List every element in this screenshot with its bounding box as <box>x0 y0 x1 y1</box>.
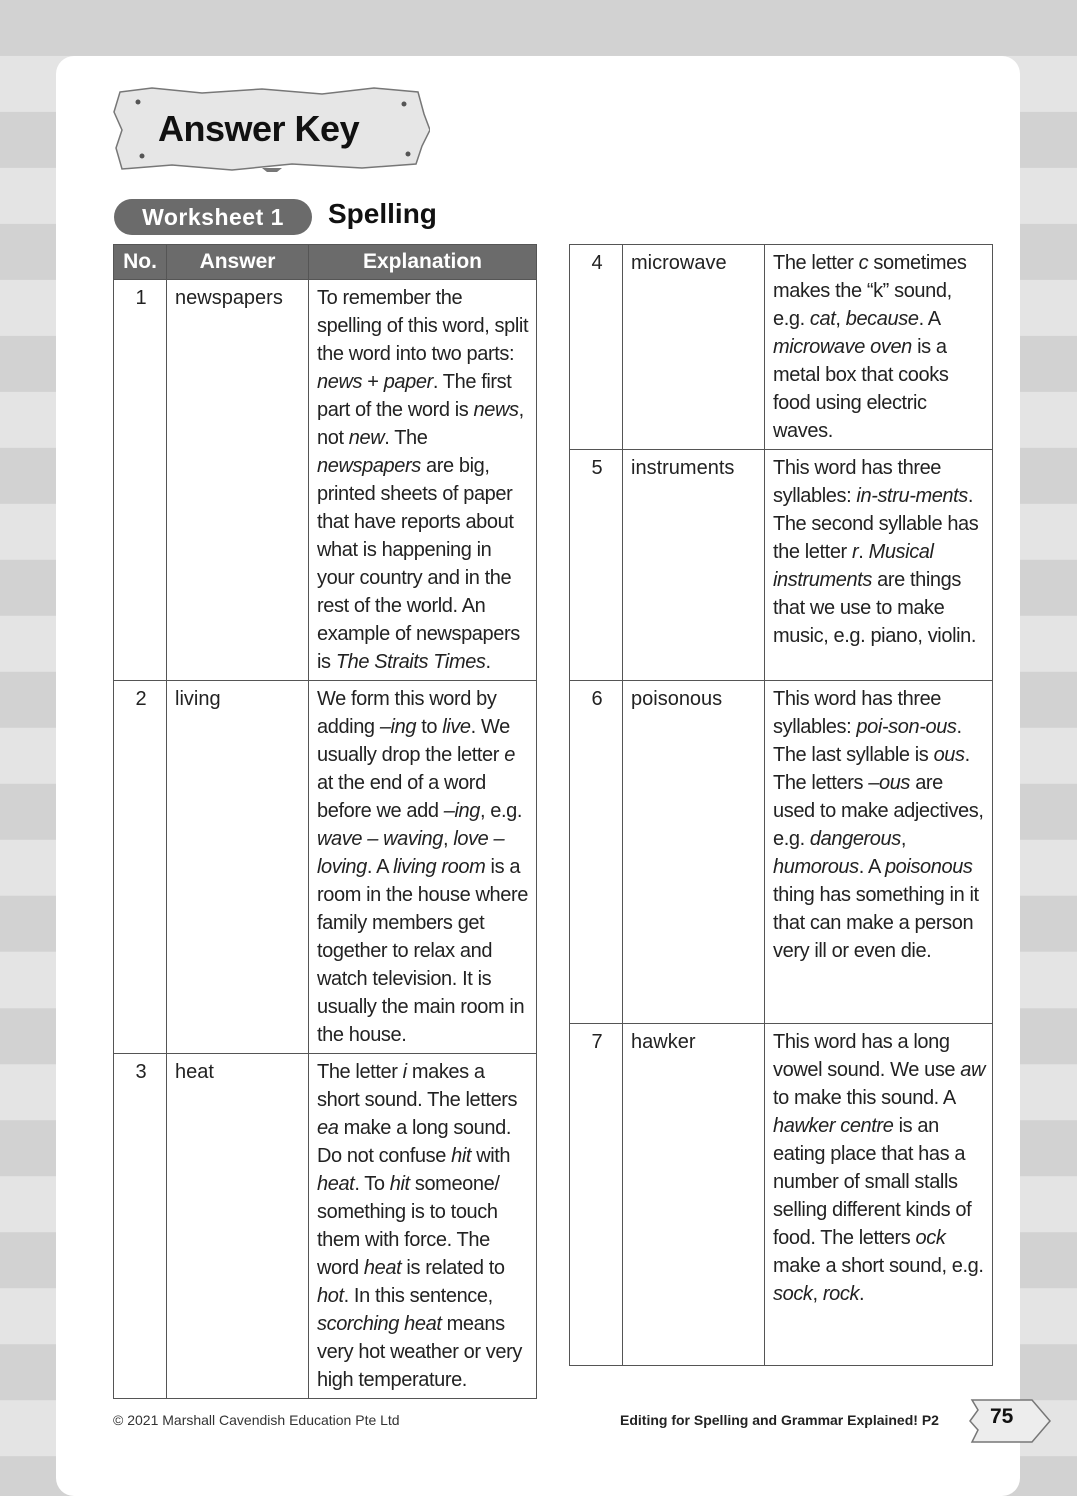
worksheet-label: Worksheet 1 <box>114 199 312 235</box>
table-header-row <box>114 245 537 280</box>
row-number: 1 <box>114 280 167 681</box>
answer-table-left <box>113 244 537 1399</box>
answer-cell: living <box>167 681 309 1054</box>
explanation-cell: We form this word by adding –ing to live. We usually drop the letter e at the end of a word before we add –ing, e.g. wave – waving, love – loving. A living room is a room in the house where family members get together to relax and watch television. It is usually the main room in the house. <box>309 681 537 1054</box>
answer-cell: instruments <box>623 450 765 681</box>
table-row <box>114 1054 537 1399</box>
answer-cell: poisonous <box>623 681 765 1024</box>
row-number: 4 <box>570 245 623 450</box>
copyright-text: © 2021 Marshall Cavendish Education Pte Ltd <box>113 1412 400 1428</box>
explanation-cell: The letter c sometimes makes the “k” sound, e.g. cat, because. A microwave oven is a metal box that cooks food using electric waves. <box>765 245 993 450</box>
table-row <box>570 681 993 1024</box>
column-header-answer: Answer <box>167 245 309 280</box>
table-row <box>570 450 993 681</box>
worksheet-topic: Spelling <box>328 198 437 229</box>
table-row <box>114 280 537 681</box>
explanation-cell: This word has three syllables: in-stru-ments. The second syllable has the letter r. Musical instruments are things that we use to make music, e.g. piano, violin. <box>765 450 993 681</box>
row-number: 5 <box>570 450 623 681</box>
table-row <box>114 681 537 1054</box>
row-number: 3 <box>114 1054 167 1399</box>
table-row <box>570 1024 993 1366</box>
explanation-cell: This word has three syllables: poi-son-ous. The last syllable is ous. The letters –ous are used to make adjectives, e.g. dangerous, humorous. A poisonous thing has something in it that can make a person very ill or even die. <box>765 681 993 1024</box>
column-header-explanation: Explanation <box>309 245 537 280</box>
row-number: 7 <box>570 1024 623 1366</box>
answer-key-banner <box>112 86 430 172</box>
answer-cell: newspapers <box>167 280 309 681</box>
row-number: 6 <box>570 681 623 1024</box>
answer-cell: hawker <box>623 1024 765 1366</box>
explanation-cell: The letter i makes a short sound. The letters ea make a long sound. Do not confuse hit with heat. To hit someone/ something is to touch them with force. The word heat is related to hot. In this sentence, scorching heat means very hot weather or very high temperature. <box>309 1054 537 1399</box>
answer-table-right <box>569 244 993 1366</box>
page-title: Answer Key <box>158 108 360 149</box>
table-row <box>570 245 993 450</box>
row-number: 2 <box>114 681 167 1054</box>
explanation-cell: To remember the spelling of this word, split the word into two parts: news + paper. The first part of the word is news, not new. The newspapers are big, printed sheets of paper that have reports about what is happening in your country and in the rest of the world. An example of newspapers is The Straits Times. <box>309 280 537 681</box>
answer-cell: heat <box>167 1054 309 1399</box>
book-title: Editing for Spelling and Grammar Explained! P2 <box>620 1412 939 1428</box>
column-header-no: No. <box>114 245 167 280</box>
page-number: 75 <box>990 1405 1014 1428</box>
explanation-cell: This word has a long vowel sound. We use aw to make this sound. A hawker centre is an eating place that has a number of small stalls selling different kinds of food. The letters ock make a short sound, e.g. sock, rock. <box>765 1024 993 1366</box>
answer-cell: microwave <box>623 245 765 450</box>
